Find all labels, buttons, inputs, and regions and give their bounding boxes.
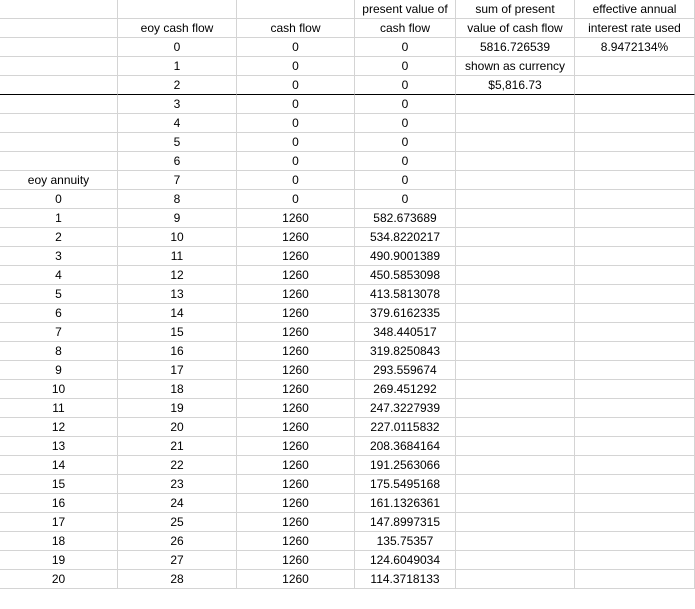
cell[interactable] xyxy=(456,532,575,551)
cell[interactable] xyxy=(456,570,575,589)
cell[interactable]: 15 xyxy=(118,323,237,342)
cell[interactable]: 0 xyxy=(237,171,355,190)
cell[interactable]: 0 xyxy=(118,38,237,57)
cell[interactable]: 1260 xyxy=(237,247,355,266)
cell[interactable]: 0 xyxy=(355,38,456,57)
cell[interactable] xyxy=(0,152,118,171)
cell[interactable] xyxy=(575,418,695,437)
cell[interactable]: 582.673689 xyxy=(355,209,456,228)
cell[interactable] xyxy=(575,190,695,209)
cell[interactable]: 1260 xyxy=(237,285,355,304)
cell[interactable]: 5 xyxy=(118,133,237,152)
cell[interactable]: 247.3227939 xyxy=(355,399,456,418)
cell[interactable]: $5,816.73 xyxy=(456,76,575,95)
cell[interactable] xyxy=(575,152,695,171)
cell[interactable]: 20 xyxy=(0,570,118,589)
cell[interactable] xyxy=(575,361,695,380)
cell[interactable]: 1260 xyxy=(237,570,355,589)
cell[interactable] xyxy=(0,38,118,57)
cell[interactable]: shown as currency xyxy=(456,57,575,76)
cell[interactable]: 11 xyxy=(0,399,118,418)
cell[interactable]: 379.6162335 xyxy=(355,304,456,323)
cell[interactable]: 27 xyxy=(118,551,237,570)
cell[interactable]: 1260 xyxy=(237,342,355,361)
cell[interactable] xyxy=(456,304,575,323)
cell[interactable]: 15 xyxy=(0,475,118,494)
cell[interactable]: 1260 xyxy=(237,266,355,285)
cell[interactable]: 4 xyxy=(118,114,237,133)
cell[interactable]: 20 xyxy=(118,418,237,437)
cell[interactable] xyxy=(575,494,695,513)
cell[interactable]: 0 xyxy=(237,190,355,209)
cell[interactable] xyxy=(575,399,695,418)
cell[interactable]: 0 xyxy=(237,95,355,114)
header-cell[interactable] xyxy=(237,0,355,19)
cell[interactable]: 175.5495168 xyxy=(355,475,456,494)
cell[interactable]: 319.8250843 xyxy=(355,342,456,361)
cell[interactable] xyxy=(456,418,575,437)
cell[interactable] xyxy=(456,95,575,114)
header-cell[interactable]: value of cash flow xyxy=(456,19,575,38)
cell[interactable] xyxy=(456,266,575,285)
cell[interactable]: 13 xyxy=(0,437,118,456)
cell[interactable]: 450.5853098 xyxy=(355,266,456,285)
cell[interactable]: 0 xyxy=(355,76,456,95)
cell[interactable]: 6 xyxy=(118,152,237,171)
cell[interactable]: 17 xyxy=(118,361,237,380)
cell[interactable]: 19 xyxy=(118,399,237,418)
cell[interactable] xyxy=(456,437,575,456)
cell[interactable]: 1260 xyxy=(237,209,355,228)
cell[interactable]: 0 xyxy=(237,114,355,133)
cell[interactable]: 3 xyxy=(118,95,237,114)
cell[interactable] xyxy=(575,76,695,95)
cell[interactable] xyxy=(456,114,575,133)
cell[interactable]: 25 xyxy=(118,513,237,532)
cell[interactable] xyxy=(456,209,575,228)
cell[interactable]: 1260 xyxy=(237,475,355,494)
cell[interactable] xyxy=(575,228,695,247)
cell[interactable]: 0 xyxy=(355,190,456,209)
cell[interactable] xyxy=(456,247,575,266)
cell[interactable]: 7 xyxy=(0,323,118,342)
cell[interactable] xyxy=(575,285,695,304)
cell[interactable]: 1 xyxy=(118,57,237,76)
cell[interactable]: 114.3718133 xyxy=(355,570,456,589)
cell[interactable]: 293.559674 xyxy=(355,361,456,380)
cell[interactable] xyxy=(456,513,575,532)
cell[interactable]: 9 xyxy=(0,361,118,380)
cell[interactable] xyxy=(575,133,695,152)
header-cell[interactable] xyxy=(0,0,118,19)
cell[interactable]: 0 xyxy=(0,190,118,209)
cell[interactable]: 1260 xyxy=(237,228,355,247)
cell[interactable]: 17 xyxy=(0,513,118,532)
cell[interactable] xyxy=(456,152,575,171)
cell[interactable]: 19 xyxy=(0,551,118,570)
cell[interactable]: 1260 xyxy=(237,437,355,456)
cell[interactable]: 16 xyxy=(0,494,118,513)
cell[interactable]: 0 xyxy=(237,57,355,76)
cell[interactable]: 0 xyxy=(237,38,355,57)
cell[interactable] xyxy=(456,190,575,209)
cell[interactable]: 227.0115832 xyxy=(355,418,456,437)
cell[interactable]: 208.3684164 xyxy=(355,437,456,456)
cell[interactable]: 269.451292 xyxy=(355,380,456,399)
cell[interactable]: 191.2563066 xyxy=(355,456,456,475)
cell[interactable]: 1260 xyxy=(237,399,355,418)
cell[interactable]: 18 xyxy=(0,532,118,551)
cell[interactable]: 3 xyxy=(0,247,118,266)
cell[interactable] xyxy=(575,513,695,532)
cell[interactable]: 5 xyxy=(0,285,118,304)
cell[interactable]: 1260 xyxy=(237,494,355,513)
cell[interactable]: 0 xyxy=(355,171,456,190)
cell[interactable]: 14 xyxy=(0,456,118,475)
cell[interactable]: 11 xyxy=(118,247,237,266)
cell[interactable]: 1260 xyxy=(237,380,355,399)
cell[interactable] xyxy=(575,342,695,361)
cell[interactable] xyxy=(0,114,118,133)
cell[interactable]: 0 xyxy=(355,114,456,133)
cell[interactable] xyxy=(456,133,575,152)
cell[interactable]: 24 xyxy=(118,494,237,513)
cell[interactable]: 22 xyxy=(118,456,237,475)
header-cell[interactable]: sum of present xyxy=(456,0,575,19)
cell[interactable]: 8.9472134% xyxy=(575,38,695,57)
cell[interactable] xyxy=(456,551,575,570)
cell[interactable]: 2 xyxy=(0,228,118,247)
cell[interactable] xyxy=(456,171,575,190)
cell[interactable] xyxy=(575,266,695,285)
cell[interactable] xyxy=(456,323,575,342)
cell[interactable]: 2 xyxy=(118,76,237,95)
header-cell[interactable]: present value of xyxy=(355,0,456,19)
cell[interactable]: 5816.726539 xyxy=(456,38,575,57)
header-cell[interactable]: effective annual xyxy=(575,0,695,19)
cell[interactable]: 0 xyxy=(237,133,355,152)
cell[interactable] xyxy=(456,228,575,247)
cell[interactable]: 12 xyxy=(118,266,237,285)
cell[interactable]: 0 xyxy=(355,133,456,152)
cell[interactable] xyxy=(575,57,695,76)
cell[interactable]: 0 xyxy=(355,152,456,171)
cell[interactable] xyxy=(575,570,695,589)
cell[interactable] xyxy=(0,133,118,152)
cell[interactable] xyxy=(575,380,695,399)
cell[interactable] xyxy=(456,342,575,361)
header-cell[interactable] xyxy=(118,0,237,19)
cell[interactable] xyxy=(575,475,695,494)
cell[interactable]: 135.75357 xyxy=(355,532,456,551)
cell[interactable] xyxy=(575,247,695,266)
cell[interactable] xyxy=(456,494,575,513)
cell[interactable]: 8 xyxy=(0,342,118,361)
cell[interactable] xyxy=(575,323,695,342)
cell[interactable]: 1260 xyxy=(237,323,355,342)
cell[interactable]: 1260 xyxy=(237,532,355,551)
cell[interactable]: 534.8220217 xyxy=(355,228,456,247)
cell[interactable]: 18 xyxy=(118,380,237,399)
cell[interactable] xyxy=(0,95,118,114)
cell[interactable] xyxy=(0,57,118,76)
cell[interactable]: 0 xyxy=(355,95,456,114)
cell[interactable] xyxy=(575,437,695,456)
cell[interactable]: eoy annuity xyxy=(0,171,118,190)
cell[interactable]: 1260 xyxy=(237,456,355,475)
cell[interactable] xyxy=(456,399,575,418)
cell[interactable]: 10 xyxy=(118,228,237,247)
cell[interactable] xyxy=(575,551,695,570)
header-cell[interactable]: cash flow xyxy=(237,19,355,38)
cell[interactable]: 161.1326361 xyxy=(355,494,456,513)
cell[interactable] xyxy=(575,456,695,475)
cell[interactable] xyxy=(456,456,575,475)
cell[interactable]: 10 xyxy=(0,380,118,399)
cell[interactable]: 12 xyxy=(0,418,118,437)
cell[interactable]: 0 xyxy=(237,76,355,95)
cell[interactable]: 4 xyxy=(0,266,118,285)
cell[interactable]: 9 xyxy=(118,209,237,228)
cell[interactable]: 413.5813078 xyxy=(355,285,456,304)
cell[interactable]: 147.8997315 xyxy=(355,513,456,532)
cell[interactable] xyxy=(456,361,575,380)
cell[interactable] xyxy=(575,532,695,551)
cell[interactable]: 6 xyxy=(0,304,118,323)
cell[interactable] xyxy=(0,76,118,95)
cell[interactable]: 1260 xyxy=(237,304,355,323)
cell[interactable] xyxy=(575,171,695,190)
cell[interactable]: 28 xyxy=(118,570,237,589)
cell[interactable] xyxy=(456,380,575,399)
cell[interactable]: 0 xyxy=(237,152,355,171)
cell[interactable]: 1260 xyxy=(237,418,355,437)
cell[interactable]: 14 xyxy=(118,304,237,323)
cell[interactable] xyxy=(456,475,575,494)
cell[interactable]: 21 xyxy=(118,437,237,456)
cell[interactable]: 7 xyxy=(118,171,237,190)
cell[interactable]: 23 xyxy=(118,475,237,494)
cell[interactable]: 1 xyxy=(0,209,118,228)
cell[interactable] xyxy=(456,285,575,304)
cell[interactable]: 13 xyxy=(118,285,237,304)
cell[interactable] xyxy=(575,209,695,228)
header-cell[interactable]: interest rate used xyxy=(575,19,695,38)
cell[interactable]: 16 xyxy=(118,342,237,361)
header-cell[interactable] xyxy=(0,19,118,38)
cell[interactable]: 1260 xyxy=(237,361,355,380)
cell[interactable]: 490.9001389 xyxy=(355,247,456,266)
cell[interactable]: 1260 xyxy=(237,513,355,532)
cell[interactable]: 8 xyxy=(118,190,237,209)
cell[interactable]: 26 xyxy=(118,532,237,551)
cell[interactable]: 0 xyxy=(355,57,456,76)
cell[interactable] xyxy=(575,95,695,114)
cell[interactable] xyxy=(575,114,695,133)
cell[interactable]: 124.6049034 xyxy=(355,551,456,570)
cell[interactable]: 348.440517 xyxy=(355,323,456,342)
header-cell[interactable]: eoy cash flow xyxy=(118,19,237,38)
cell[interactable]: 1260 xyxy=(237,551,355,570)
header-cell[interactable]: cash flow xyxy=(355,19,456,38)
cell[interactable] xyxy=(575,304,695,323)
